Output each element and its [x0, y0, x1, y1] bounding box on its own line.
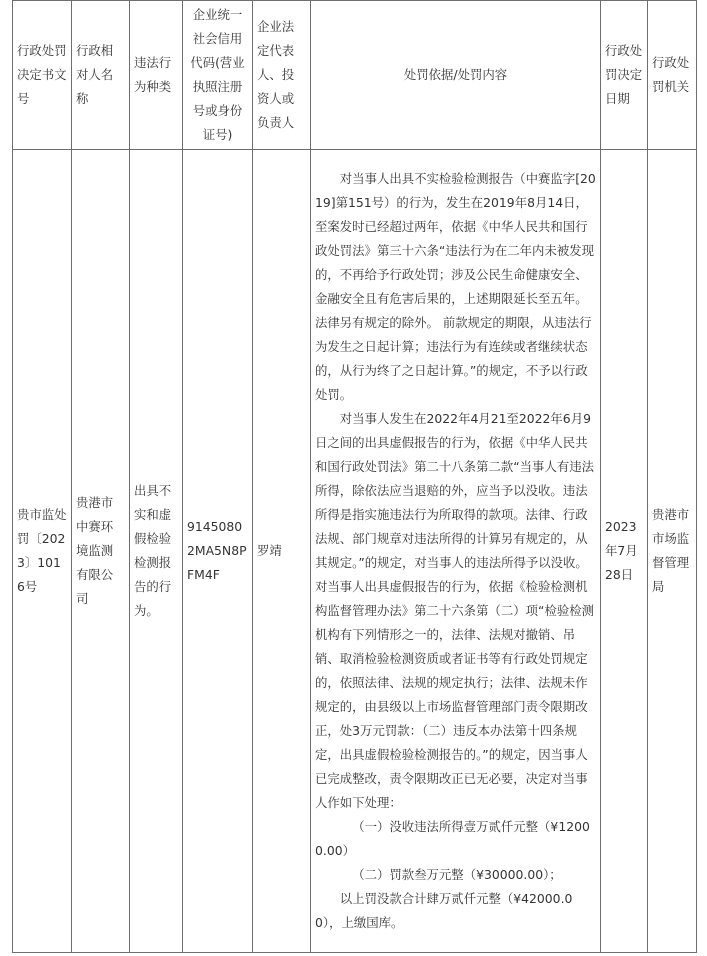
cell-party-name: 贵港市中赛环境监测有限公司	[72, 150, 130, 953]
cell-decision-date: 2023年7月28日	[601, 150, 648, 953]
header-decision-date: 行政处罚决定日期	[601, 1, 648, 150]
header-authority: 行政处罚机关	[648, 1, 697, 150]
header-credit-code: 企业统一社会信用代码(营业执照注册号或身份证号)	[183, 1, 253, 150]
cell-doc-no: 贵市监处罚〔2023〕1016号	[13, 150, 72, 953]
header-doc-no: 行政处罚决定书文号	[13, 1, 72, 150]
header-content: 处罚依据/处罚内容	[311, 1, 601, 150]
content-paragraph-3: 以上罚没款合计肆万贰仟元整（¥42000.00），上缴国库。	[315, 891, 573, 930]
content-item-2: （二）罚款叁万元整（¥30000.00）；	[352, 867, 562, 882]
header-legal-rep: 企业法定代表人、投资人或负责人	[253, 1, 311, 150]
cell-legal-rep: 罗靖	[253, 150, 311, 953]
penalty-table	[12, 0, 697, 953]
header-row	[13, 1, 697, 150]
content-item-1: （一）没收违法所得壹万贰仟元整（¥12000.00）	[315, 819, 590, 858]
content-paragraph-1: 对当事人出具不实检验检测报告（中赛监字[2019]第151号）的行为，发生在2019年8月14日，至案发时已经超过两年，依据《中华人民共和国行政处罚法》第三十六条“违法行为在二年内未被发现的，不再给予行政处罚；涉及公民生命健康安全、金融安全且有危害后果的，上述期限延长至五年。法律另有规定的除外。 前款规定的期限，从违法行为发生之日起计算；违法行为有连续或者继续状态的，从行为终了之日起计算。”的规定，不予以行政处罚。	[315, 171, 596, 402]
cell-violation-type: 出具不实和虚假检验检测报告的行为。	[130, 150, 183, 953]
header-party-name: 行政相对人名称	[72, 1, 130, 150]
cell-authority: 贵港市市场监督管理局	[648, 150, 697, 953]
header-violation-type: 违法行为种类	[130, 1, 183, 150]
cell-content	[311, 150, 601, 953]
content-paragraph-2: 对当事人发生在2022年4月21至2022年6月9日之间的出具虚假报告的行为，依据《中华人民共和国行政处罚法》第二十八条第二款“当事人有违法所得，除依法应当退赔的外，应当予以没收。违法所得是指实施违法行为所取得的款项。法律、行政法规、部门规章对违法所得的计算另有规定的，从其规定。”的规定，对当事人的违法所得予以没收。对当事人出具虚假报告的行为，依据《检验检测机构监督管理办法》第二十六条第（二）项“检验检测机构有下列情形之一的，法律、法规对撤销、吊销、取消检验检测资质或者证书等有行政处罚规定的，依照法律、法规的规定执行；法律、法规未作规定的，由县级以上市场监督管理部门责令限期改正，处3万元罚款：（二）违反本办法第十四条规定，出具虚假检验检测报告的。”的规定，因当事人已完成整改，责令限期改正已无必要，决定对当事人作如下处理：	[315, 411, 595, 810]
table-row	[13, 150, 697, 953]
cell-credit-code: 91450802MA5N8PFM4F	[183, 150, 253, 953]
